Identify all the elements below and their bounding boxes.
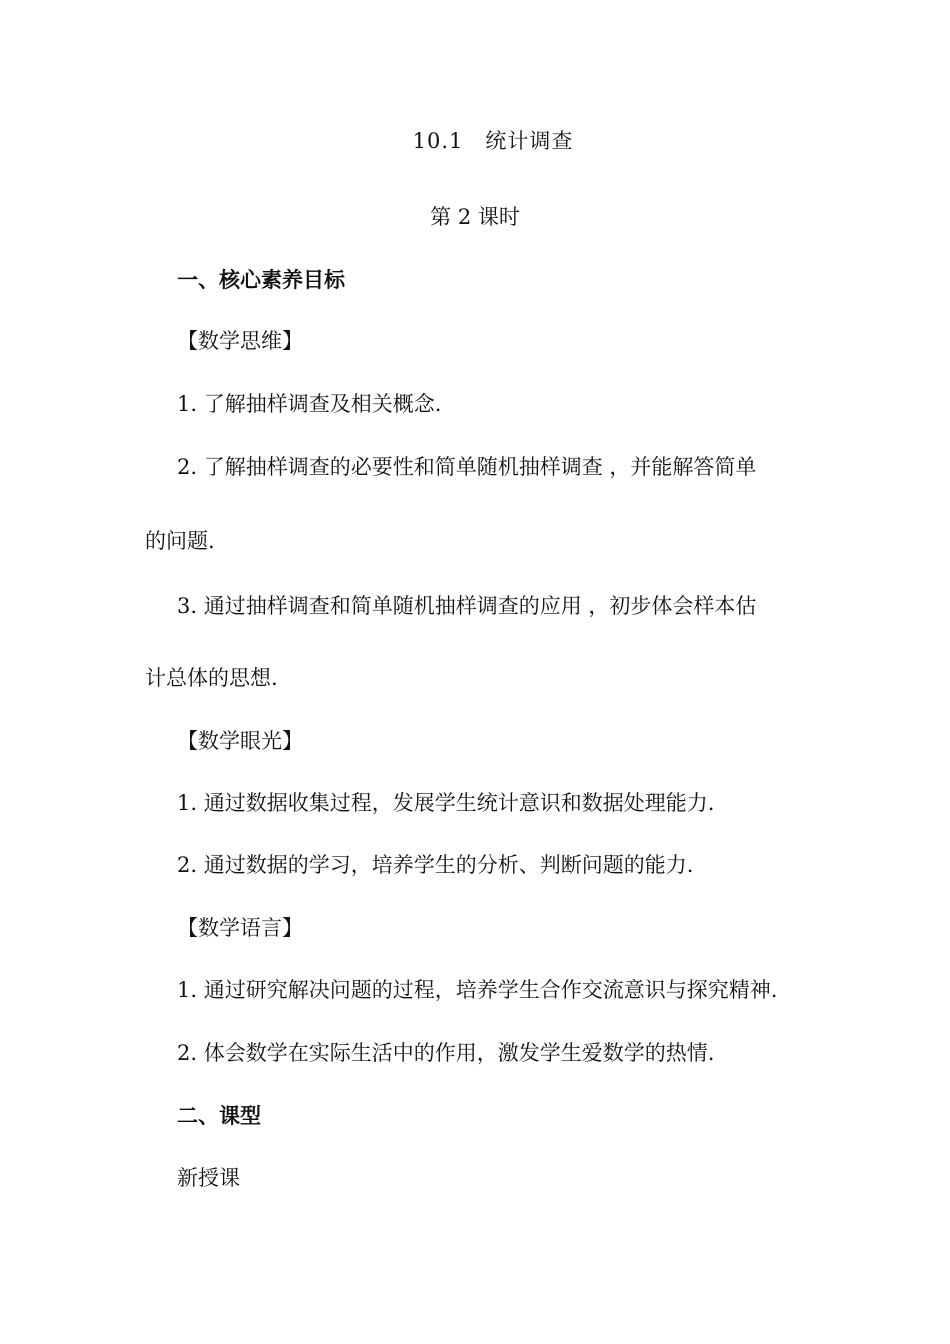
thinking-item-3-line-2: 计总体的思想. <box>145 666 278 690</box>
document-title: 10.1 统计调查 <box>412 129 574 153</box>
vision-item-2: 2. 通过数据的学习，培养学生的分析、判断问题的能力. <box>177 853 694 877</box>
thinking-item-2-line-1: 2. 了解抽样调查的必要性和简单随机抽样调查 ，并能解答简单 <box>177 455 757 479</box>
label-math-language: 【数学语言】 <box>177 916 303 940</box>
language-item-1: 1. 通过研究解决问题的过程，培养学生合作交流意识与探究精神. <box>177 978 778 1002</box>
label-math-vision: 【数学眼光】 <box>177 729 303 753</box>
lesson-number: 第 2 课时 <box>430 205 520 229</box>
lesson-type-value: 新授课 <box>177 1166 240 1190</box>
label-math-thinking: 【数学思维】 <box>177 329 303 353</box>
section-heading-lesson-type: 二、课型 <box>177 1104 261 1128</box>
thinking-item-1: 1. 了解抽样调查及相关概念. <box>177 392 442 416</box>
section-heading-core-goals: 一、核心素养目标 <box>177 268 345 292</box>
vision-item-1: 1. 通过数据收集过程，发展学生统计意识和数据处理能力. <box>177 791 715 815</box>
language-item-2: 2. 体会数学在实际生活中的作用，激发学生爱数学的热情. <box>177 1041 715 1065</box>
thinking-item-2-line-2: 的问题. <box>145 529 215 553</box>
thinking-item-3-line-1: 3. 通过抽样调查和简单随机抽样调查的应用 ，初步体会样本估 <box>177 594 757 618</box>
